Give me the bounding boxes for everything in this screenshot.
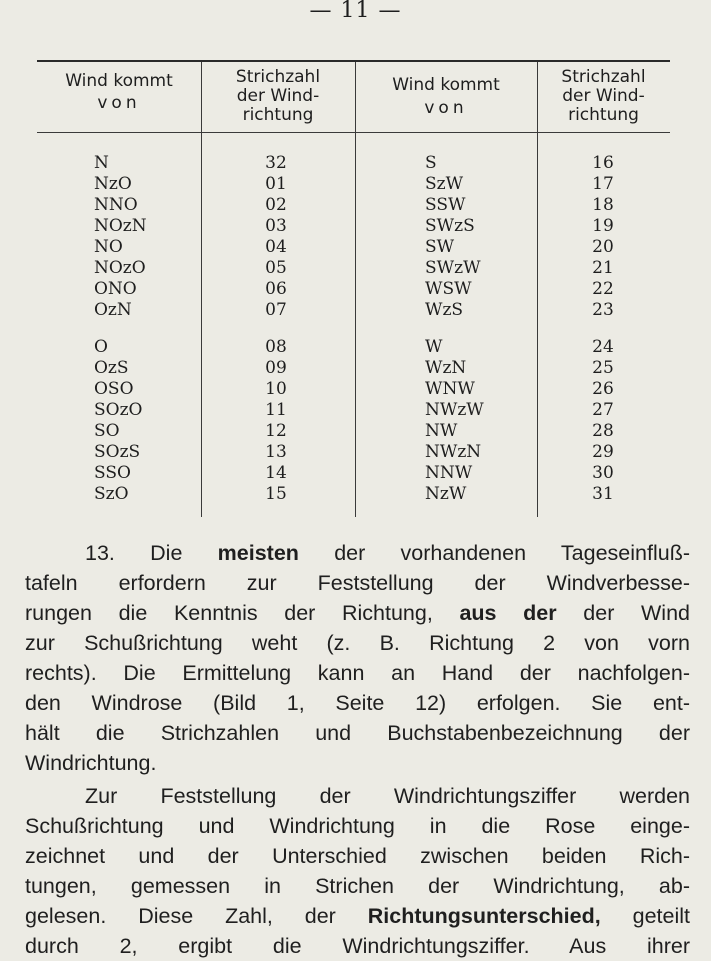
header-line: Strichzahl xyxy=(235,67,321,87)
text-line: durch 2, ergibt die Windrichtungsziffer. Aus ihrer xyxy=(25,934,690,958)
table-cell-left-dir: SzO xyxy=(94,484,129,504)
table-cell-left-dir: NOzO xyxy=(94,258,146,278)
table-cell-right-dir: NWzW xyxy=(425,400,484,420)
text-line: 13. Die meisten der vorhandenen Tageseinfluß- xyxy=(85,541,690,565)
header-line: von xyxy=(424,98,468,118)
table-cell-left-dir: NNO xyxy=(94,195,138,215)
text-line: Windrichtung. xyxy=(25,751,157,775)
table-cell-right-dir: WzS xyxy=(425,300,464,320)
table-cell-right-num: 26 xyxy=(592,379,614,399)
table-cell-left-num: 05 xyxy=(265,258,287,278)
table-cell-left-num: 15 xyxy=(265,484,287,504)
table-cell-left-num: 32 xyxy=(265,153,287,173)
table-cell-right-dir: NNW xyxy=(425,463,473,483)
table-cell-left-num: 08 xyxy=(265,337,287,357)
table-cell-right-num: 24 xyxy=(592,337,614,357)
header-rule xyxy=(37,132,670,133)
text-line: tafeln erfordern zur Feststellung der Windverbesse- xyxy=(25,571,690,595)
text-line: Zur Feststellung der Windrichtungsziffer werden xyxy=(85,784,690,808)
header-line: Strichzahl xyxy=(561,67,646,87)
text-line: tungen, gemessen in Strichen der Windrichtung, ab- xyxy=(25,874,690,898)
header-line: von xyxy=(97,93,141,113)
table-cell-right-num: 31 xyxy=(592,484,614,504)
table-cell-right-dir: SWzW xyxy=(425,258,481,278)
table-cell-right-num: 28 xyxy=(592,421,614,441)
table-cell-left-dir: SOzS xyxy=(94,442,141,462)
header-right-wind xyxy=(355,76,537,118)
table-cell-right-num: 23 xyxy=(592,300,614,320)
table-cell-right-dir: NzW xyxy=(425,484,467,504)
table-cell-left-dir: SSO xyxy=(94,463,131,483)
table-cell-left-dir: SOzO xyxy=(94,400,143,420)
table-cell-left-dir: NzO xyxy=(94,174,132,194)
table-cell-right-num: 22 xyxy=(592,279,614,299)
table-cell-right-dir: WSW xyxy=(425,279,472,299)
table-cell-right-num: 17 xyxy=(592,174,614,194)
header-line: der Wind- xyxy=(236,86,320,106)
wind-direction-table xyxy=(37,60,670,517)
table-cell-left-num: 12 xyxy=(265,421,287,441)
text-line: Schußrichtung und Windrichtung in die Rose einge- xyxy=(25,814,690,838)
table-cell-right-num: 25 xyxy=(592,358,614,378)
table-cell-right-num: 29 xyxy=(592,442,614,462)
header-line: richtung xyxy=(242,105,314,125)
table-cell-right-dir: SW xyxy=(425,237,455,257)
text-line: hält die Strichzahlen und Buchstabenbezeichnung der xyxy=(25,721,690,745)
table-cell-right-num: 30 xyxy=(592,463,614,483)
column-divider xyxy=(201,62,202,517)
text-line: gelesen. Diese Zahl, der Richtungsunterschied, geteilt xyxy=(25,904,690,928)
table-cell-left-num: 11 xyxy=(265,400,287,420)
table-cell-right-num: 21 xyxy=(592,258,614,278)
table-cell-left-num: 06 xyxy=(265,279,287,299)
column-divider xyxy=(355,62,356,517)
page-number: — 11 — xyxy=(309,0,402,23)
table-cell-left-dir: ONO xyxy=(94,279,137,299)
table-cell-left-dir: NOzN xyxy=(94,216,147,236)
table-cell-right-num: 20 xyxy=(592,237,614,257)
table-cell-left-dir: OzN xyxy=(94,300,132,320)
table-cell-right-dir: S xyxy=(425,153,437,173)
table-cell-left-num: 01 xyxy=(265,174,287,194)
text-line: zur Schußrichtung weht (z. B. Richtung 2 von vorn xyxy=(25,631,690,655)
header-line: Wind kommt xyxy=(392,75,500,95)
paragraph-windrichtungsziffer xyxy=(25,781,690,961)
text-line: zeichnet und der Unterschied zwischen beiden Rich- xyxy=(25,844,690,868)
table-cell-right-num: 18 xyxy=(592,195,614,215)
table-cell-right-dir: SzW xyxy=(425,174,464,194)
table-cell-left-dir: NO xyxy=(94,237,123,257)
table-cell-left-num: 14 xyxy=(265,463,287,483)
table-cell-right-num: 27 xyxy=(592,400,614,420)
header-line: richtung xyxy=(568,105,639,125)
table-cell-left-dir: N xyxy=(94,153,109,173)
table-cell-right-dir: WzN xyxy=(425,358,467,378)
text-line: den Windrose (Bild 1, Seite 12) erfolgen. Sie ent- xyxy=(25,691,690,715)
table-cell-left-dir: OzS xyxy=(94,358,129,378)
table-cell-right-dir: NWzN xyxy=(425,442,482,462)
table-cell-left-num: 04 xyxy=(265,237,287,257)
header-left-wind xyxy=(37,72,201,113)
table-cell-left-num: 02 xyxy=(265,195,287,215)
table-cell-left-dir: SO xyxy=(94,421,120,441)
paragraph-13 xyxy=(25,538,690,778)
table-cell-left-num: 09 xyxy=(265,358,287,378)
table-cell-left-num: 13 xyxy=(265,442,287,462)
text-line: rechts). Die Ermittelung kann an Hand der nachfolgen- xyxy=(25,661,690,685)
table-cell-right-dir: W xyxy=(425,337,443,357)
table-cell-left-num: 03 xyxy=(265,216,287,236)
header-line: Wind kommt xyxy=(65,71,173,91)
table-cell-right-dir: NW xyxy=(425,421,458,441)
table-cell-right-num: 16 xyxy=(592,153,614,173)
table-cell-left-num: 10 xyxy=(265,379,287,399)
table-cell-right-dir: WNW xyxy=(425,379,475,399)
table-cell-right-num: 19 xyxy=(592,216,614,236)
table-cell-left-dir: OSO xyxy=(94,379,134,399)
header-right-strichzahl xyxy=(537,68,670,125)
header-left-strichzahl xyxy=(201,68,355,125)
table-cell-left-num: 07 xyxy=(265,300,287,320)
table-cell-left-dir: O xyxy=(94,337,108,357)
header-line: der Wind- xyxy=(562,86,645,106)
column-divider xyxy=(537,62,538,517)
text-line: rungen die Kenntnis der Richtung, aus der der Wind xyxy=(25,601,690,625)
table-cell-right-dir: SWzS xyxy=(425,216,475,236)
table-cell-right-dir: SSW xyxy=(425,195,466,215)
